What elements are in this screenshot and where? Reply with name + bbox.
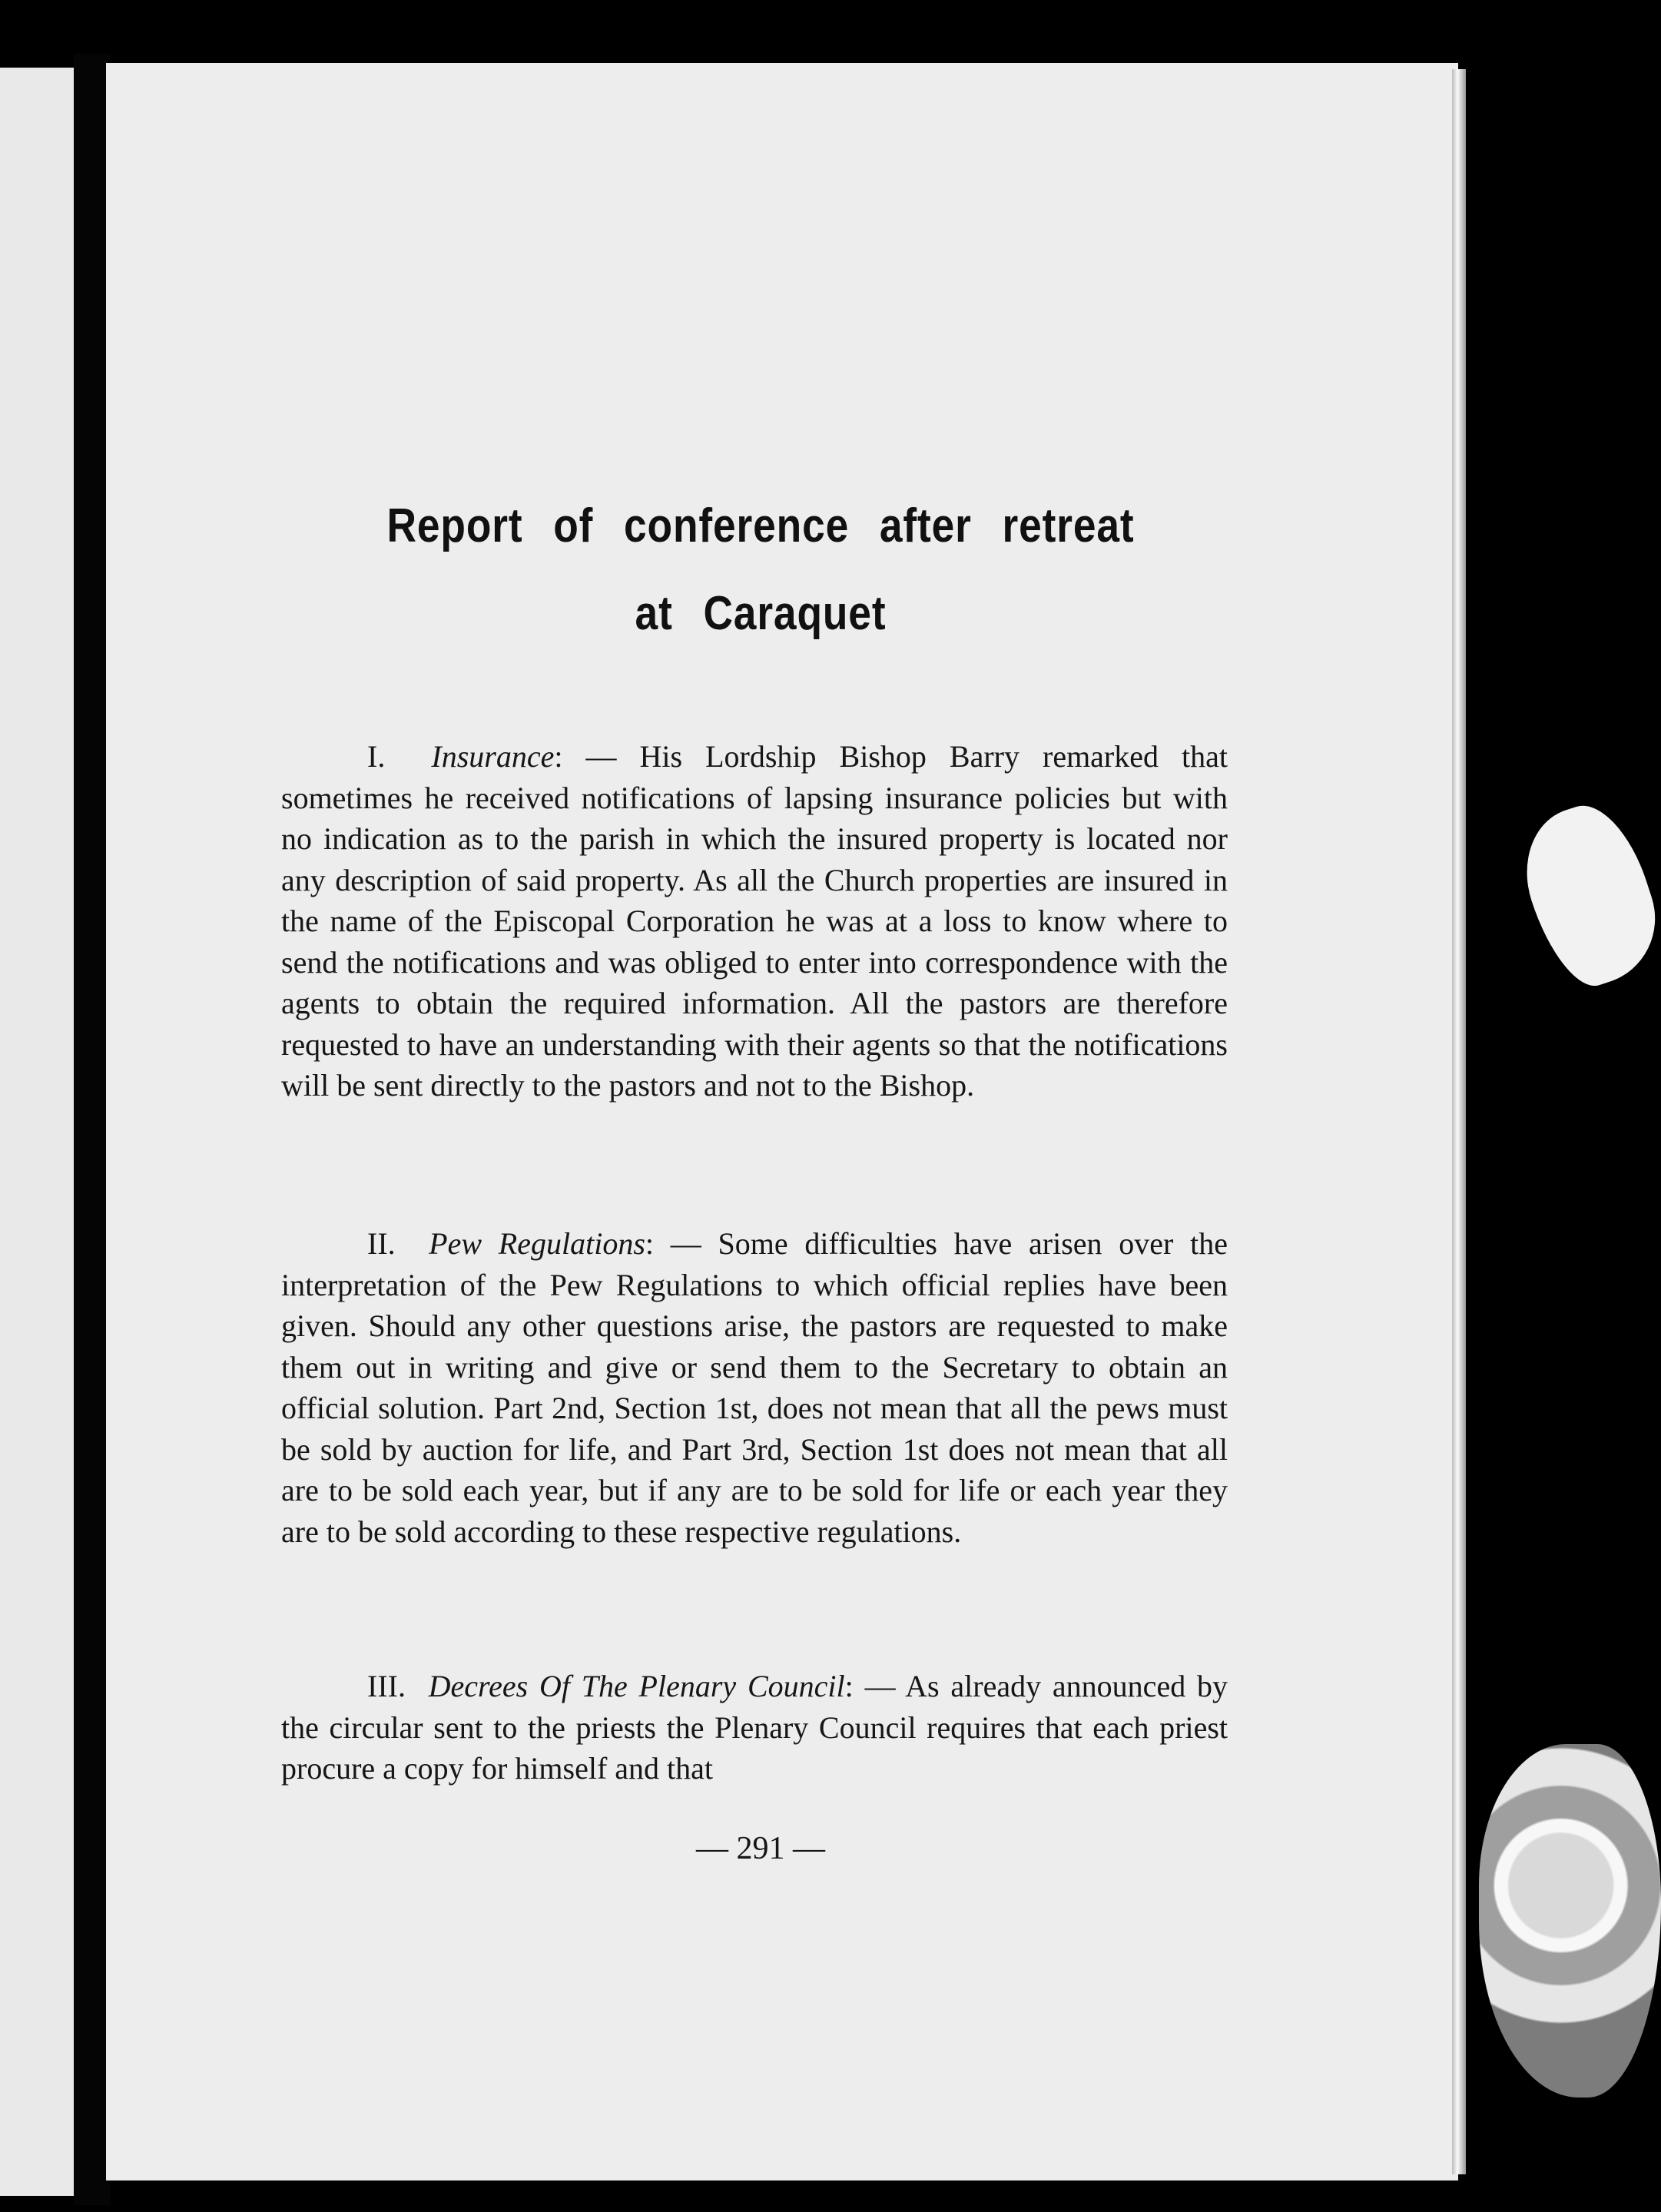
facing-page-edge <box>0 68 74 2196</box>
page-number: — 291 — <box>696 1831 825 1866</box>
section-number: II. <box>367 1226 396 1261</box>
document-title <box>371 483 1151 658</box>
section-heading: Pew Regulations <box>429 1226 645 1261</box>
section-pew-regulations <box>281 1223 1228 1552</box>
section-text: : — His Lordship Bishop Barry remarked that sometimes he received notifications of lapsing insurance policies but with no indication as to the parish in which the insured property is located nor any description of said property. As all the Church properties are insured in the name of the Episcopal Corporation he was at a loss to know where to send the notifications and was obliged to enter into correspondence with the agents to obtain the required information. All the pastors are therefore requested to have an understanding with their agents so that the notifications will be sent directly to the pastors and not to the Bishop. <box>281 739 1228 1103</box>
scan-artifact-stain <box>1508 793 1661 997</box>
section-heading: Insurance <box>431 739 555 774</box>
section-insurance <box>281 736 1228 1106</box>
page-edge <box>1452 69 1466 2174</box>
section-heading: Decrees Of The Plenary Council <box>428 1669 845 1703</box>
book-gutter <box>74 54 111 2205</box>
title-line-2: at Caraquet <box>635 587 887 640</box>
title-line-1: Report of conference after retreat <box>386 499 1135 552</box>
section-number: I. <box>367 739 386 774</box>
section-text: : — Some difficulties have arisen over the interpretation of the Pew Regulations to which official replies have been given. Should any other questions arise, the pastors are requested to make them out in writing and give or send them to the Secretary to obtain an official solution. Part 2nd, Section 1st, does not mean that all the pews must be sold by auction for life, and Part 3rd, Section 1st does not mean that all are to be sold each year, but if any are to be sold for life or each year they are to be sold according to these respective regulations. <box>281 1226 1228 1549</box>
section-text: : — As already announced by the circular sent to the priests the Plenary Council requires that each priest procure a copy for himself and that <box>281 1669 1228 1786</box>
section-number: III. <box>367 1669 406 1703</box>
section-plenary-council <box>281 1666 1228 1789</box>
scan-artifact-stain <box>1479 1744 1661 2098</box>
